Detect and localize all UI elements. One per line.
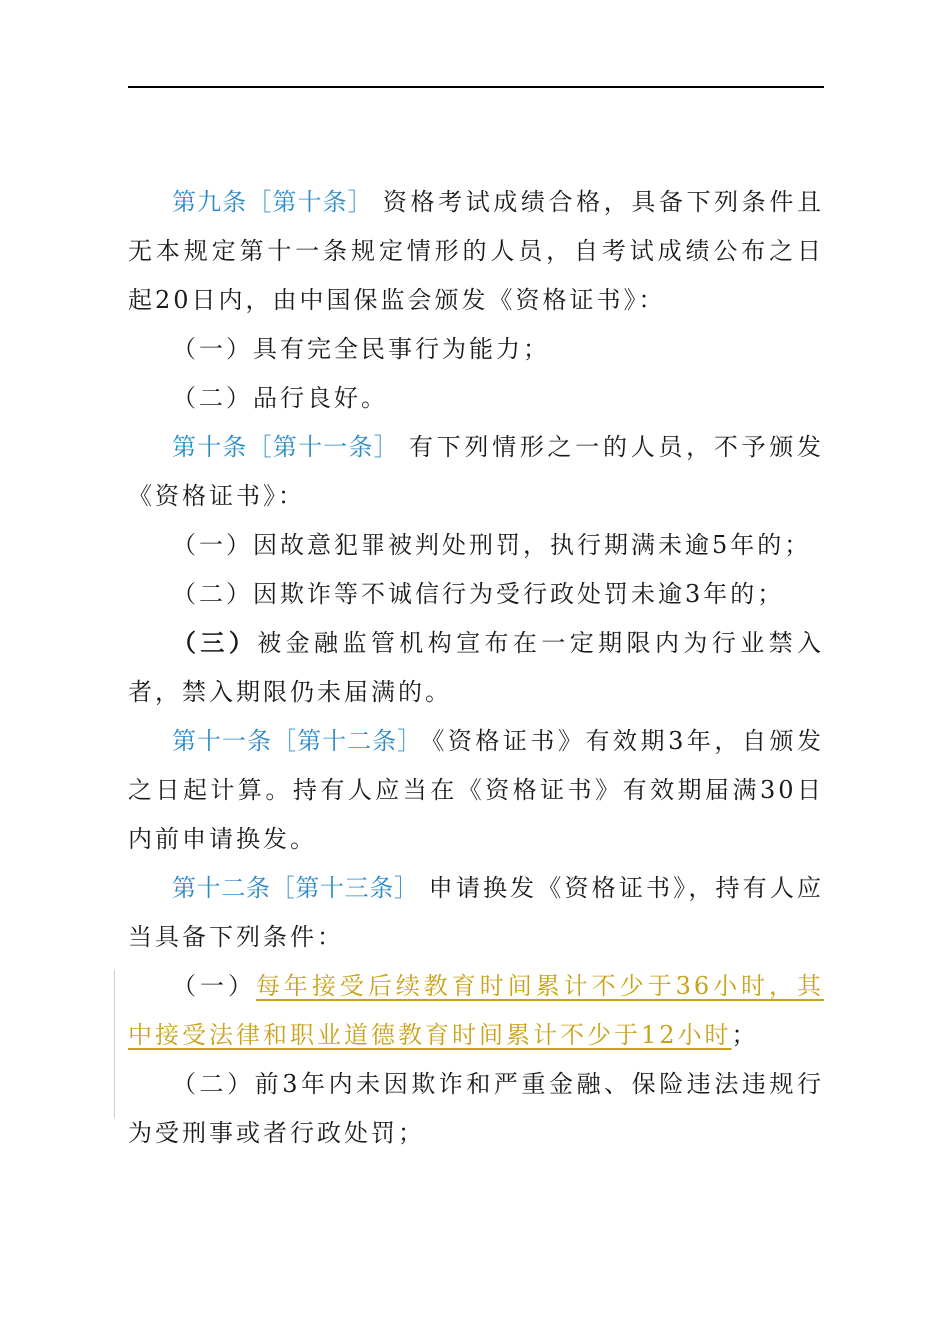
item-number: （二）: [172, 1070, 255, 1098]
document-body: [128, 178, 824, 1158]
item-text: 品行良好。: [253, 384, 388, 412]
revised-text: 每年接受后续教育时间累计不少于36小时，其中接受法律和职业道德教育时间累计不少于12小时: [128, 972, 825, 1049]
article-12: [128, 864, 824, 962]
item-number: （一）: [172, 972, 256, 1000]
item-number: （一）: [172, 335, 253, 363]
item-text: 因欺诈等不诚信行为受行政处罚未逾3年的；: [253, 580, 785, 608]
article-label: 第十条［第十一条］: [172, 433, 399, 461]
article-label: 第九条［第十条］: [172, 188, 373, 216]
item-text: 前3年内未因欺诈和严重金融、保险违法违规行为受刑事或者行政处罚；: [128, 1070, 824, 1147]
item-number: （三）: [172, 629, 258, 657]
item-tail: ；: [731, 1021, 759, 1049]
item-text: 被金融监管机构宣布在一定期限内为行业禁入者，禁入期限仍未届满的。: [128, 629, 825, 706]
list-item: [128, 570, 824, 619]
article-text: 资格考试成绩合格，具备下列条件且无本规定第十一条规定情形的人员，自考试成绩公布之日起20日内，由中国保监会颁发《资格证书》：: [128, 188, 825, 314]
item-text: 具有完全民事行为能力；: [253, 335, 550, 363]
article-11: [128, 717, 824, 864]
article-label: 第十二条［第十三条］: [172, 874, 419, 902]
article-text: 申请换发《资格证书》，持有人应当具备下列条件：: [128, 874, 825, 951]
header-rule: [128, 86, 824, 88]
list-item: [128, 521, 824, 570]
list-item: [128, 619, 824, 717]
list-item: [128, 1060, 824, 1158]
article-text: 有下列情形之一的人员，不予颁发《资格证书》：: [128, 433, 825, 510]
list-item: [128, 374, 824, 423]
list-item: [128, 325, 824, 374]
list-item: [128, 962, 824, 1060]
article-10: [128, 423, 824, 521]
article-text: 《资格证书》有效期3年，自颁发之日起计算。持有人应当在《资格证书》有效期届满30日内前申请换发。: [128, 727, 825, 853]
item-number: （二）: [172, 580, 253, 608]
revision-change-bar: [114, 970, 115, 1118]
article-9: [128, 178, 824, 325]
article-label: 第十一条［第十二条］: [172, 727, 423, 755]
item-text: 因故意犯罪被判处刑罚，执行期满未逾5年的；: [253, 531, 812, 559]
item-number: （二）: [172, 384, 253, 412]
item-number: （一）: [172, 531, 253, 559]
